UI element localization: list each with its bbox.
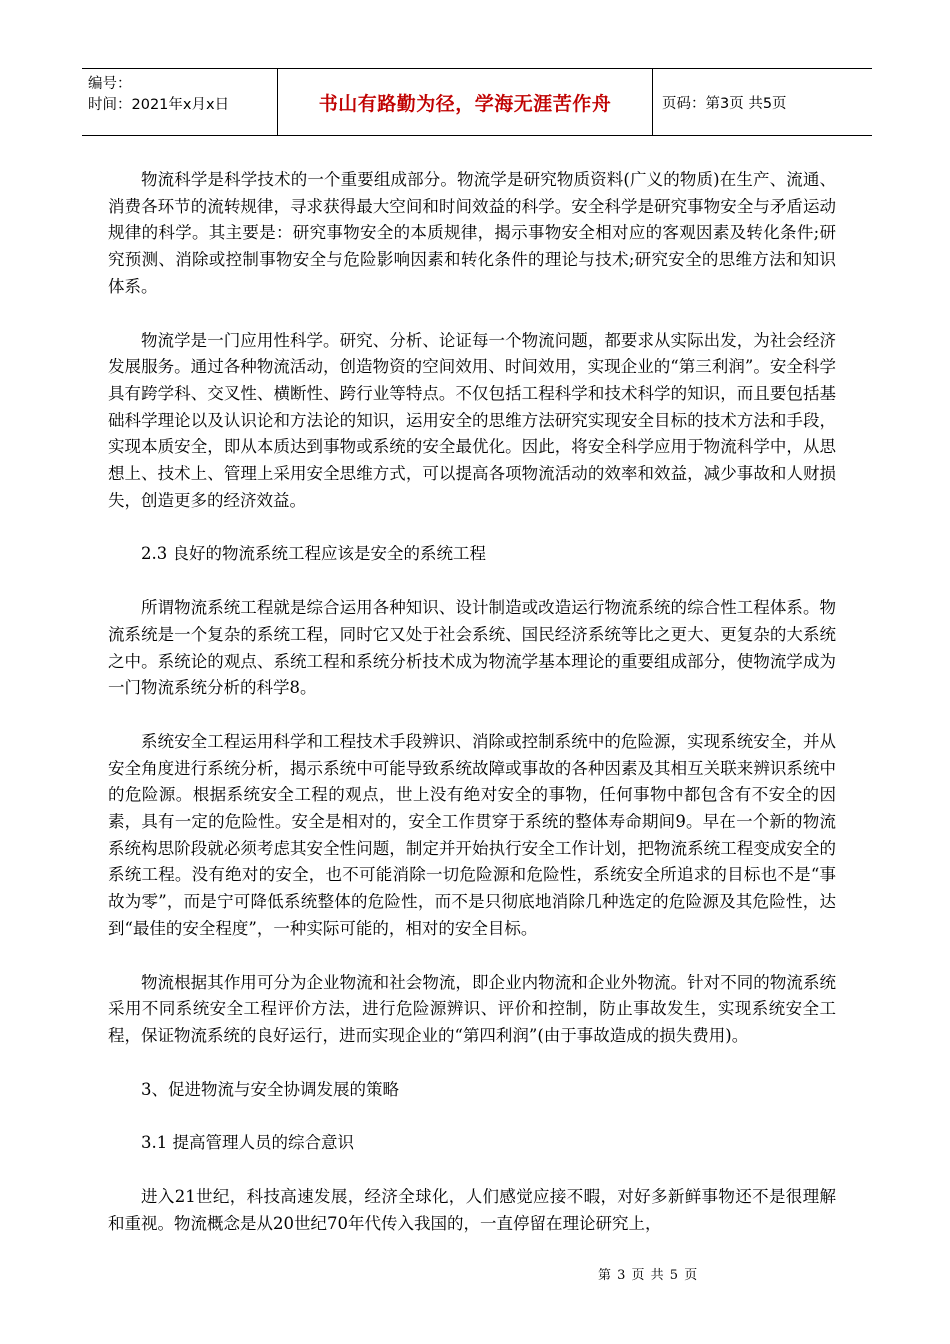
body-paragraph: 系统安全工程运用科学和工程技术手段辨识、消除或控制系统中的危险源，实现系统安全，并从安全角度进行系统分析，揭示系统中可能导致系统故障或事故的各种因素及其相互关联来辨识系统中的危险源。根据系统安全工程的观点，世上没有绝对安全的事物，任何事物中都包含有不安全的因素，具有一定的危险性。安全是相对的，安全工作贯穿于系统的整体寿命期间9。早在一个新的物流系统构思阶段就必须考虑其安全性问题，制定并开始执行安全工作计划，把物流系统工程变成安全的系统工程。没有绝对的安全，也不可能消除一切危险源和危险性，系统安全所追求的目标也不是“事故为零”，而是宁可降低系统整体的危险性，而不是只彻底地消除几种选定的危险源及其危险性，达到“最佳的安全程度”，一种实际可能的，相对的安全目标。 — [108, 731, 836, 938]
page-header — [82, 68, 872, 136]
header-motto: 书山有路勤为径，学海无涯苦作舟 — [318, 92, 612, 115]
section-heading: 3、促进物流与安全协调发展的策略 — [141, 1079, 399, 1099]
body-paragraph: 物流科学是科学技术的一个重要组成部分。物流学是研究物质资料(广义的物质)在生产、流通、消费各环节的流转规律，寻求获得最大空间和时间效益的科学。安全科学是研究事物安全与矛盾运动规律的科学。其主要是：研究事物安全的本质规律，揭示事物安全相对应的客观因素及转化条件;研究预测、消除或控制事物安全与危险影响因素和转化条件的理论与技术;研究安全的思维方法和知识体系。 — [108, 170, 836, 296]
document-date: 时间：2021年x月x日 — [88, 97, 230, 113]
section-heading: 3.1 提高管理人员的综合意识 — [141, 1133, 354, 1153]
body-paragraph: 所谓物流系统工程就是综合运用各种知识、设计制造或改造运行物流系统的综合性工程体系。物流系统是一个复杂的系统工程，同时它又处于社会系统、国民经济系统等比之更大、更复杂的大系统之中。系统论的观点、系统工程和系统分析技术成为物流学基本理论的重要组成部分，使物流学成为一门物流系统分析的科学8。 — [108, 598, 836, 698]
document-body — [108, 167, 836, 1265]
document-number: 编号： — [88, 76, 132, 92]
header-page-info: 页码：第3页 共5页 — [662, 95, 787, 112]
body-paragraph: 物流学是一门应用性科学。研究、分析、论证每一个物流问题，都要求从实际出发，为社会经济发展服务。通过各种物流活动，创造物资的空间效用、时间效用，实现企业的“第三利润”。安全科学具有跨学科、交叉性、横断性、跨行业等特点。不仅包括工程科学和技术科学的知识，而且要包括基础科学理论以及认识论和方法论的知识，运用安全的思维方法研究实现安全目标的技术方法和手段，实现本质安全，即从本质达到事物或系统的安全最优化。因此，将安全科学应用于物流科学中，从思想上、技术上、管理上采用安全思维方式，可以提高各项物流活动的效率和效益，减少事故和人财损失，创造更多的经济效益。 — [108, 330, 836, 510]
header-meta — [82, 69, 278, 135]
body-paragraph: 物流根据其作用可分为企业物流和社会物流，即企业内物流和企业外物流。针对不同的物流系统采用不同系统安全工程评价方法，进行危险源辨识、评价和控制，防止事故发生，实现系统安全工程，保证物流系统的良好运行，进而实现企业的“第四利润”(由于事故造成的损失费用)。 — [108, 972, 836, 1045]
header-motto-cell — [278, 69, 653, 135]
section-heading: 2.3 良好的物流系统工程应该是安全的系统工程 — [141, 544, 486, 564]
page-footer: 第 3 页 共 5 页 — [598, 1268, 699, 1283]
body-paragraph: 进入21世纪，科技高速发展，经济全球化，人们感觉应接不暇，对好多新鲜事物还不是很理解和重视。物流概念是从20世纪70年代传入我国的，一直停留在理论研究上， — [108, 1187, 836, 1233]
